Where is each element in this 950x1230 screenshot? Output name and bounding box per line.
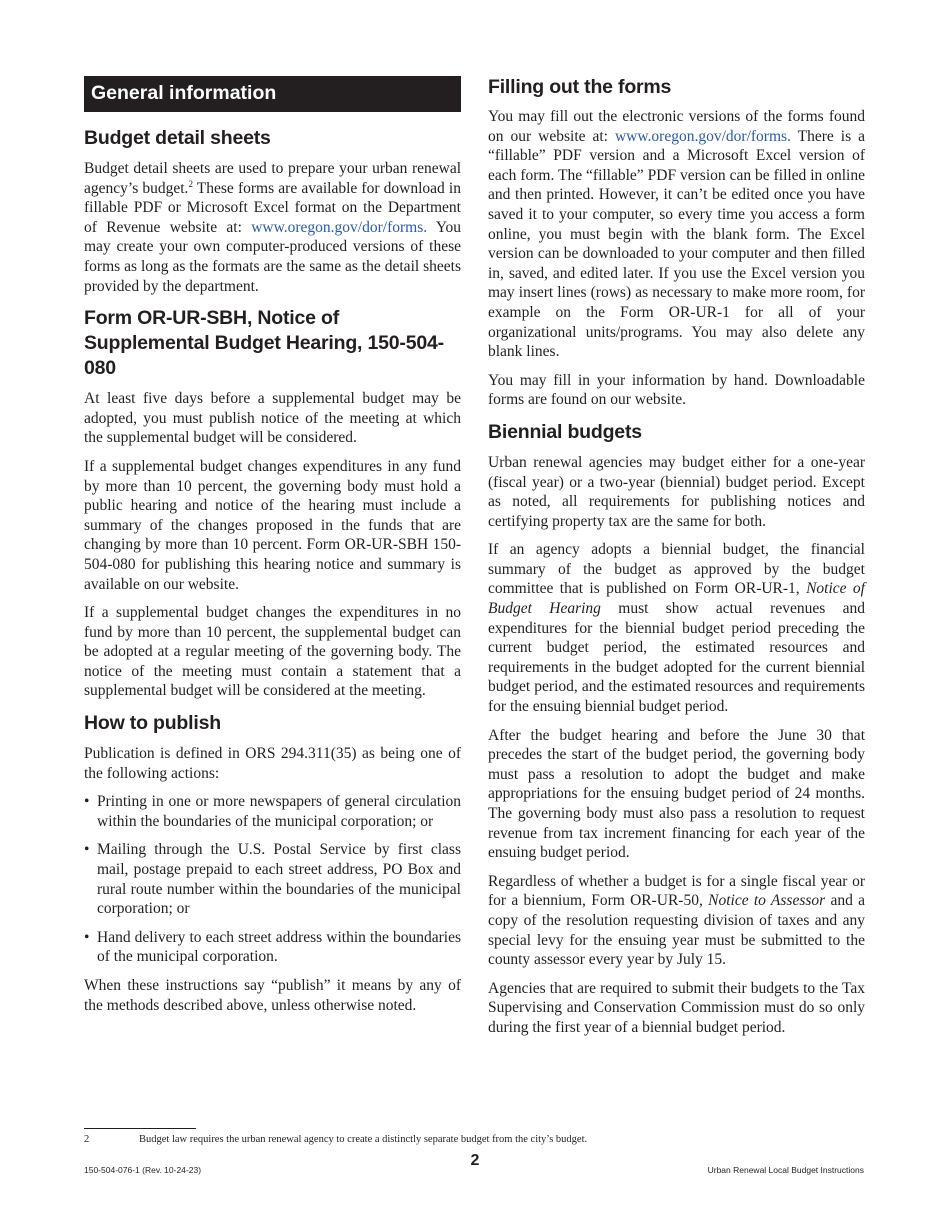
list-item-text: Hand delivery to each street address within the boundaries of the municipal corporation. [97, 928, 461, 966]
forms-link[interactable]: www.oregon.gov/dor/forms. [614, 127, 791, 145]
how-to-publish-intro: Publication is defined in ORS 294.311(35) as being one of the following actions: [84, 745, 461, 782]
budget-detail-heading: Budget detail sheets [84, 127, 271, 149]
list-item-text: Printing in one or more newspapers of general circulation within the boundaries of the municipal corporation; or [97, 793, 461, 830]
left-column [84, 76, 461, 1024]
bullet-icon: • [84, 928, 90, 946]
footnote-number: 2 [84, 1134, 90, 1145]
page-number: 2 [470, 1152, 480, 1169]
filling-forms-paragraph-1 [488, 107, 865, 362]
forms-link[interactable]: www.oregon.gov/dor/forms. [251, 218, 428, 236]
section-banner: General information [84, 76, 461, 112]
bullet-icon: • [84, 841, 90, 859]
text-span: You may create your own computer-produced versions of these forms as long as the formats are the same as the detail sheets provided by the department. [84, 218, 461, 295]
footer-doc-title: Urban Renewal Local Budget Instructions [707, 1165, 864, 1175]
biennial-paragraph-5: Agencies that are required to submit their budgets to the Tax Supervising and Conservation Commission must do so only during the first year of a biennial budget period. [488, 979, 865, 1036]
form-title-italic: Notice to Assessor [708, 892, 826, 910]
bullet-icon: • [84, 793, 90, 811]
how-to-publish-heading: How to publish [84, 712, 221, 735]
list-item [84, 792, 461, 831]
biennial-paragraph-3: After the budget hearing and before the June 30 that precedes the start of the budget period, the governing body must pass a resolution to adopt the budget and make appropriations for the ensuing budget period of 24 months. The governing body must also pass a resolution to request revenue from tax increment financing for each year of the ensuing budget period. [488, 726, 865, 862]
budget-detail-paragraph [84, 159, 461, 296]
form-sbh-paragraph-1: At least five days before a supplemental budget may be adopted, you must publish notice of the meeting at which the supplemental budget will be considered. [84, 390, 461, 447]
text-span: If an agency adopts a biennial budget, the financial summary of the budget as approved by the budget committee that is published on Form OR-UR-1, [488, 541, 865, 598]
text-span: must show actual revenues and expenditures for the biennial budget period preceding the current budget period, the estimated resources and requirements in the budget adopted for the current biennial budget period, and the estimated resources and requirements for the ensuing biennial budget period. [488, 600, 865, 716]
text-span: Regardless of whether a budget is for a single fiscal year or for a biennium, Form OR-UR-50, [488, 872, 865, 910]
footnote-text: Budget law requires the urban renewal agency to create a distinctly separate budget from the city’s budget. [139, 1134, 588, 1145]
list-item [84, 928, 461, 967]
filling-forms-paragraph-2: You may fill in your information by hand. Downloadable forms are found on our website. [488, 371, 865, 409]
text-span: Budget detail sheets are used to prepare your urban renewal agency’s budget. [84, 160, 461, 197]
list-item [84, 840, 461, 918]
biennial-paragraph-1: Urban renewal agencies may budget either for a one-year (fiscal year) or a two-year (biennial) budget period. Except as noted, all requirements for publishing notices and certifying property tax are the same for both. [488, 453, 865, 530]
text-span: There is a “fillable” PDF version and a Microsoft Excel version of each form. The “fillable” PDF version can be filled in online and then printed. However, it can’t be edited once you have saved it to your computer, so every time you access a form online, you must begin with the blank form. The Excel version can be downloaded to your computer and then filled in, saved, and edited later. If you use the Excel version you may insert lines (rows) as necessary to make more room, for example on the Form OR-UR-1 for all of your organizational units/programs. You may also delete any blank lines. [488, 127, 865, 361]
text-span: and a copy of the resolution requesting division of taxes and any special levy for the ensuing year must be submitted to the county assessor every year by July 15. [488, 892, 866, 969]
footnote [84, 1134, 587, 1145]
footnote-ref[interactable]: 2 [188, 178, 193, 189]
biennial-paragraph-2 [488, 540, 865, 716]
list-item-text: Mailing through the U.S. Postal Service by first class mail, postage prepaid to each street address, PO Box and rural route number within the boundaries of the municipal corporation; or [97, 841, 461, 918]
form-sbh-heading: Form OR-UR-SBH, Notice of Supplemental Budget Hearing, 150-504-080 [84, 307, 444, 380]
publish-methods-list [84, 792, 461, 967]
right-column [488, 76, 865, 1047]
filling-forms-heading: Filling out the forms [488, 76, 672, 98]
footer-form-id: 150-504-076-1 (Rev. 10-24-23) [84, 1165, 202, 1175]
form-sbh-paragraph-3: If a supplemental budget changes the expenditures in no fund by more than 10 percent, the supplemental budget can be adopted at a regular meeting of the governing body. The notice of the meeting must contain a statement that a supplemental budget will be considered at the meeting. [84, 604, 461, 700]
text-span: You may fill out the electronic versions of the forms found on our website at: [488, 108, 865, 145]
footnote-divider [84, 1128, 196, 1129]
form-title-italic: Notice of Budget Hearing [488, 580, 865, 618]
text-span: These forms are available for download in fillable PDF or Microsoft Excel format on the Department of Revenue website at: [84, 179, 461, 236]
biennial-heading: Biennial budgets [488, 420, 642, 443]
biennial-paragraph-4 [488, 872, 865, 970]
form-sbh-paragraph-2: If a supplemental budget changes expenditures in any fund by more than 10 percent, the governing body must hold a public hearing and notice of the hearing must include a summary of the changes proposed in the funds that are changing by more than 10 percent. Form OR-UR-SBH 150-504-080 for publishing this hearing notice and summary is available on our website. [84, 457, 461, 593]
how-to-publish-outro: When these instructions say “publish” it means by any of the methods described above, unless otherwise noted. [84, 977, 461, 1014]
